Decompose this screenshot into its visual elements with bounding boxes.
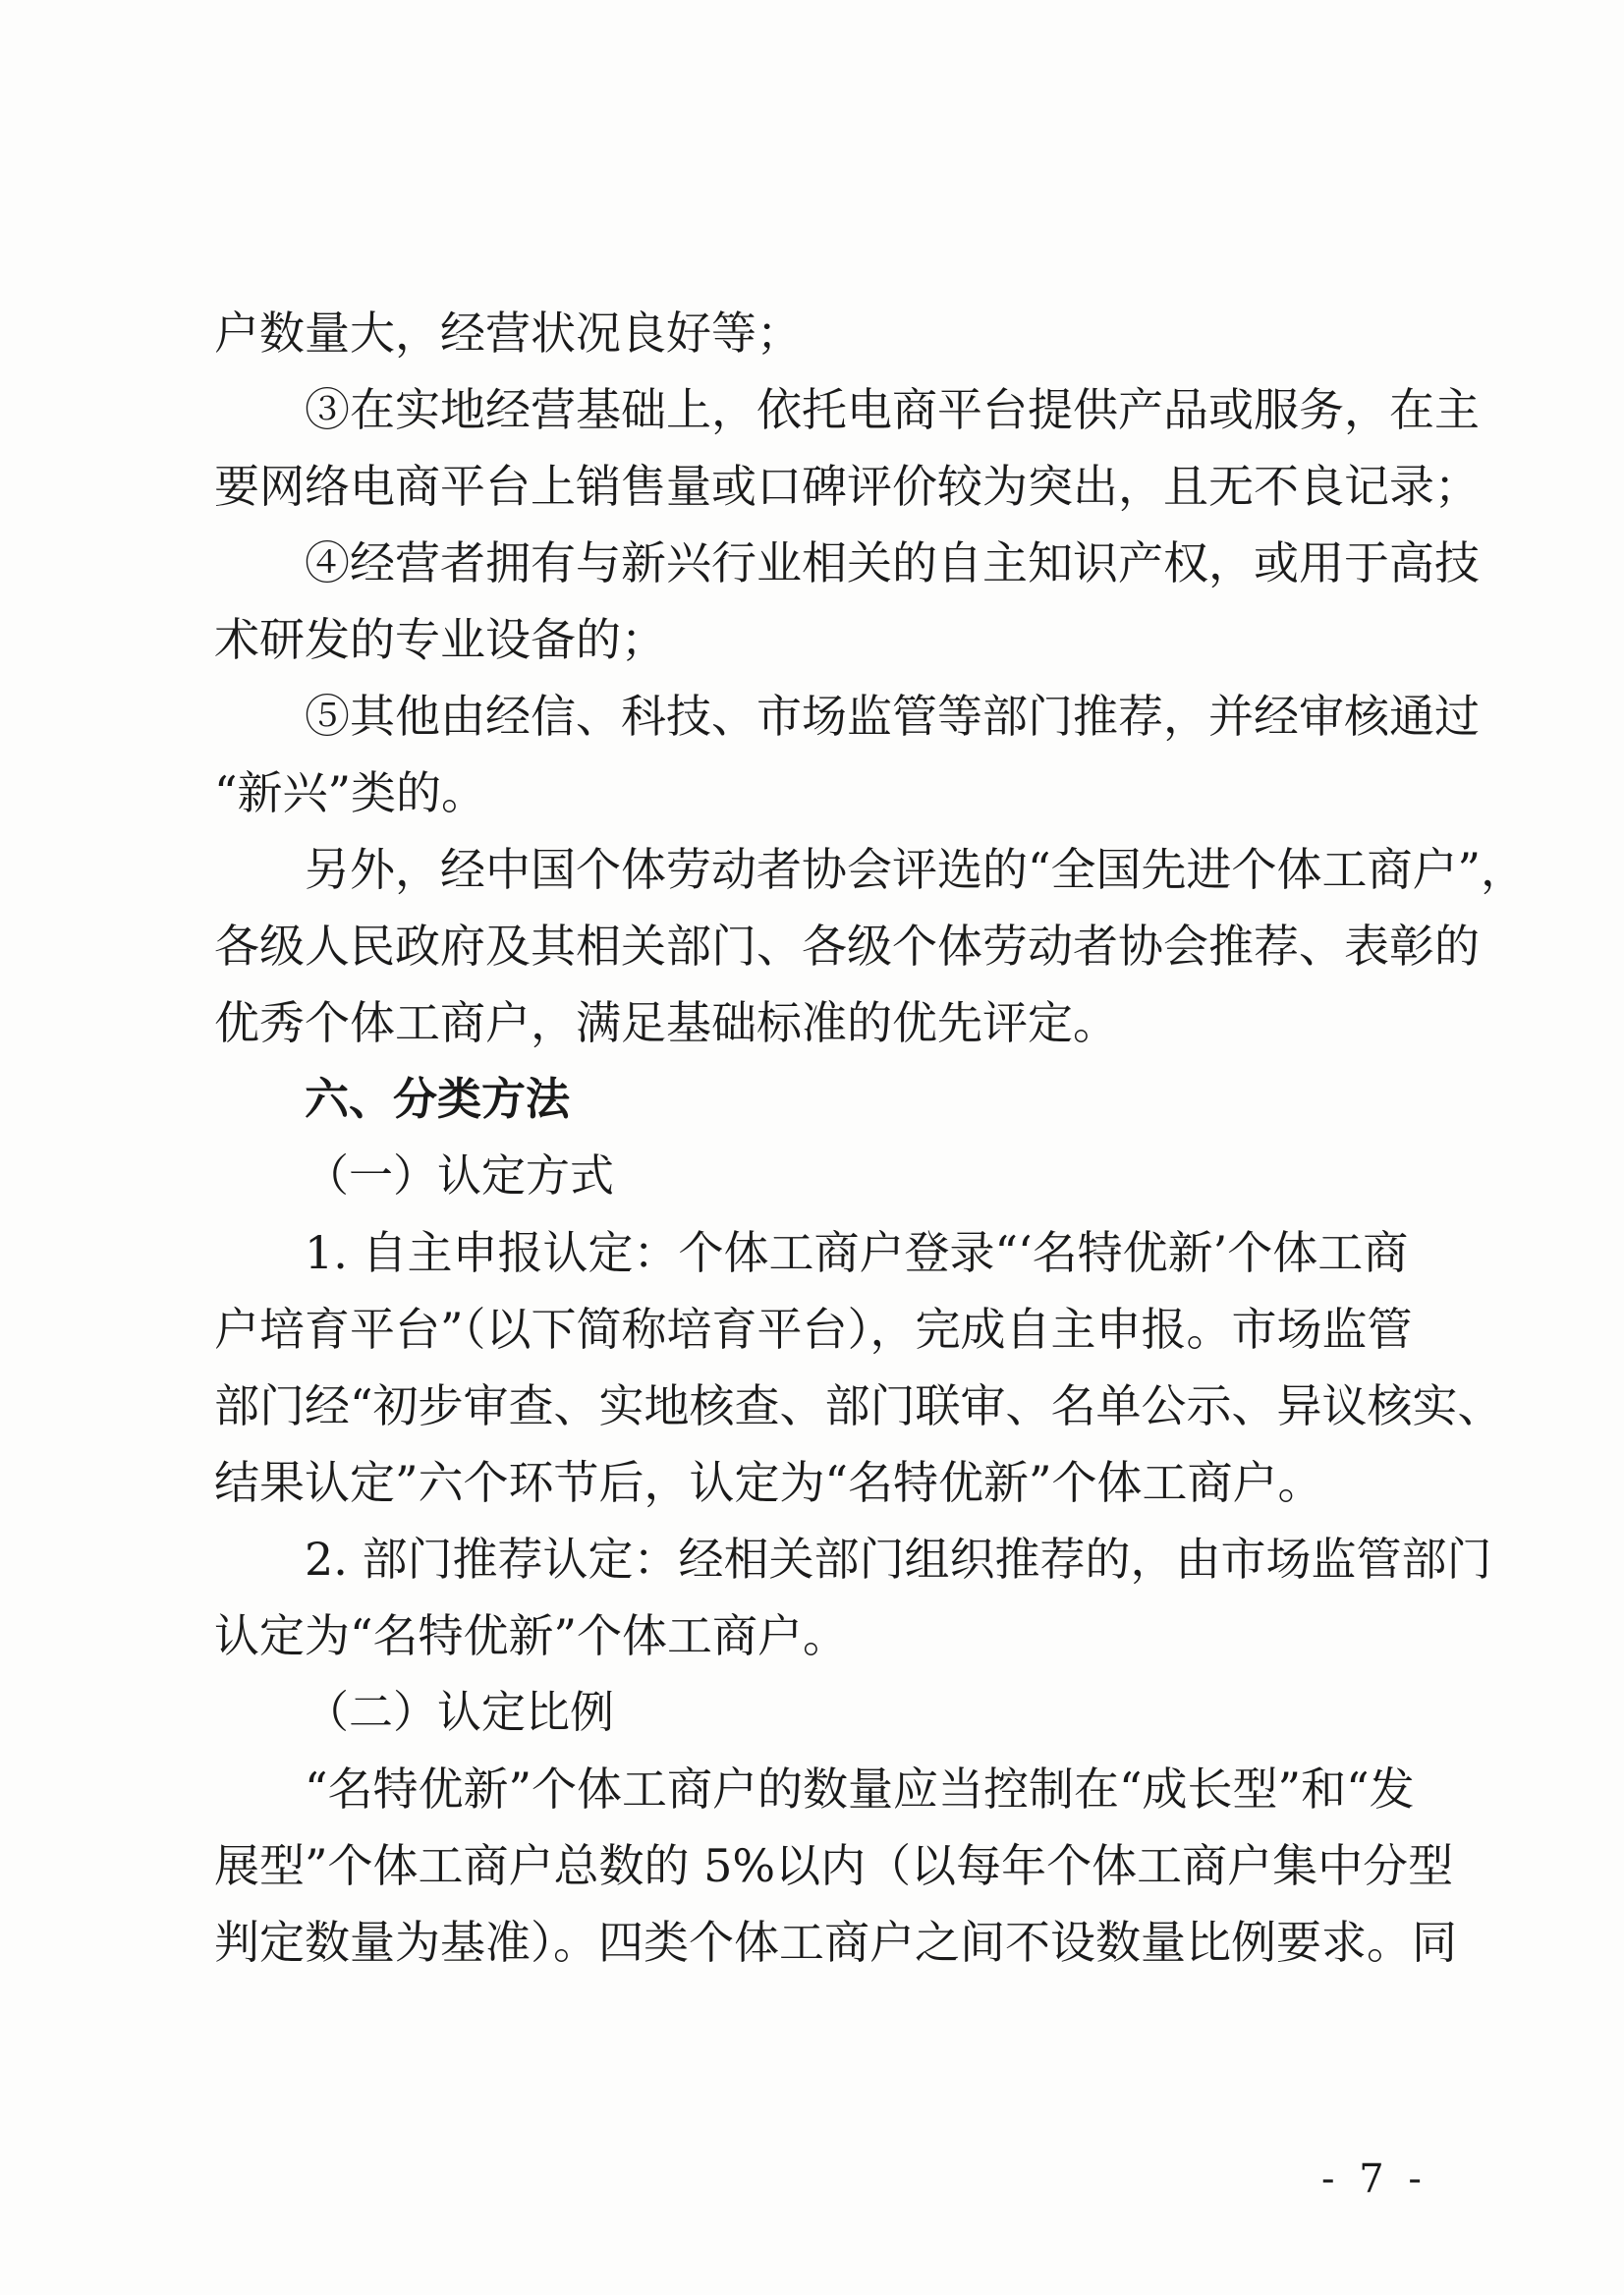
text-line: 2. 部门推荐认定：经相关部门组织推荐的，由市场监管部门 [305, 1533, 1492, 1586]
text-line: 户数量大，经营状况良好等； [214, 307, 802, 360]
text-line: 结果认定”六个环节后，认定为“名特优新”个体工商户。 [214, 1456, 1323, 1509]
text-line: 认定为“名特优新”个体工商户。 [214, 1609, 849, 1662]
text-line: “名特优新”个体工商户的数量应当控制在“成长型”和“发 [305, 1763, 1415, 1816]
text-line: 部门经“初步审查、实地核查、部门联审、名单公示、异议核实、 [214, 1379, 1503, 1432]
text-line: ⑤其他由经信、科技、市场监管等部门推荐，并经审核通过 [305, 690, 1480, 743]
text-line: 1. 自主申报认定：个体工商户登录“‘名特优新’个体工商 [305, 1226, 1409, 1279]
text-line: 判定数量为基准）。四类个体工商户之间不设数量比例要求。同 [214, 1916, 1457, 1969]
text-line: 展型”个体工商户总数的 5%以内（以每年个体工商户集中分型 [214, 1839, 1454, 1892]
subsection-heading: （二）认定比例 [305, 1686, 615, 1738]
text-line: 优秀个体工商户，满足基础标准的优先评定。 [214, 996, 1118, 1049]
text-line: ③在实地经营基础上，依托电商平台提供产品或服务，在主 [305, 383, 1480, 436]
text-line: 另外，经中国个体劳动者协会评选的“全国先进个体工商户”， [305, 843, 1527, 896]
subsection-heading: （一）认定方式 [305, 1149, 615, 1202]
text-line: ④经营者拥有与新兴行业相关的自主知识产权，或用于高技 [305, 536, 1480, 589]
document-body [214, 295, 1527, 1981]
page-number: - 7 - [1321, 2156, 1428, 2202]
text-line: 要网络电商平台上销售量或口碑评价较为突出，且无不良记录； [214, 460, 1480, 513]
text-line: 户培育平台”（以下简称培育平台），完成自主申报。市场监管 [214, 1303, 1413, 1356]
section-heading: 六、分类方法 [305, 1073, 571, 1125]
text-line: “新兴”类的。 [214, 766, 487, 819]
text-line: 术研发的专业设备的； [214, 613, 666, 666]
text-line: 各级人民政府及其相关部门、各级个体劳动者协会推荐、表彰的 [214, 920, 1480, 973]
